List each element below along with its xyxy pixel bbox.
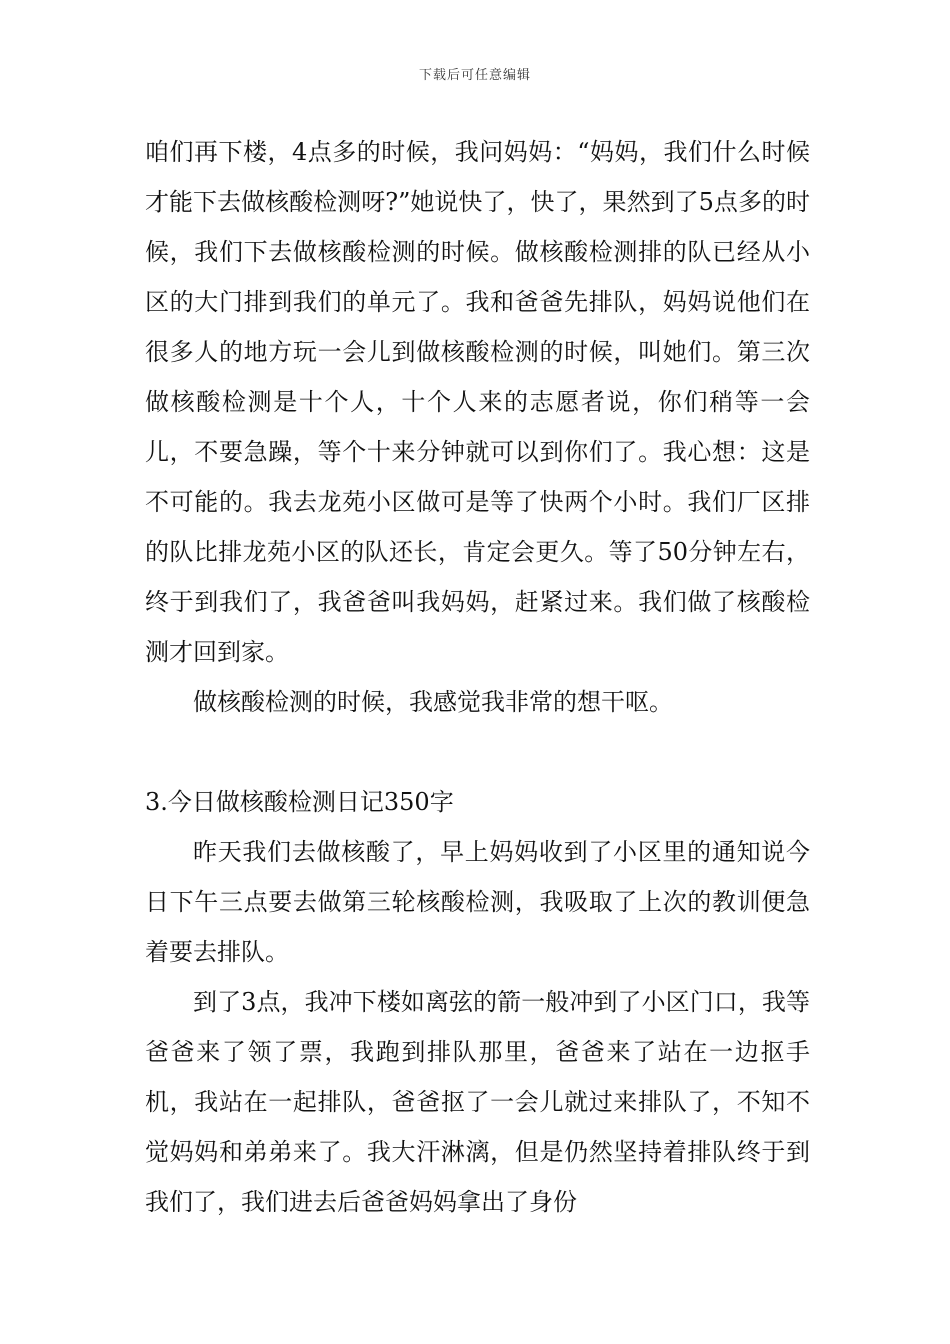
section-paragraph-2: 到了3点，我冲下楼如离弦的箭一般冲到了小区门口，我等爸爸来了领了票，我跑到排队那里，爸爸来了站在一边抠手机，我站在一起排队，爸爸抠了一会儿就过来排队了，不知不觉妈妈和弟弟来了。我大汗淋漓，但是仍然坚持着排队终于到我们了，我们进去后爸爸妈妈拿出了身份	[145, 988, 810, 1216]
page-header-note: 下载后可任意编辑	[418, 68, 531, 83]
document-body	[145, 127, 810, 1227]
section-paragraph-1: 昨天我们去做核酸了，早上妈妈收到了小区里的通知说今日下午三点要去做第三轮核酸检测，我吸取了上次的教训便急着要去排队。	[145, 838, 810, 966]
section-title: 3.今日做核酸检测日记350字	[145, 788, 454, 816]
paragraph-feeling: 做核酸检测的时候，我感觉我非常的想干呕。	[193, 688, 673, 716]
paragraph-continuation: 咱们再下楼，4点多的时候，我问妈妈：“妈妈，我们什么时候才能下去做核酸检测呀?”她说快了，快了，果然到了5点多的时候，我们下去做核酸检测的时候。做核酸检测排的队已经从小区的大门排到我们的单元了。我和爸爸先排队，妈妈说他们在很多人的地方玩一会儿到做核酸检测的时候，叫她们。第三次做核酸检测是十个人，十个人来的志愿者说，你们稍等一会儿，不要急躁，等个十来分钟就可以到你们了。我心想：这是不可能的。我去龙苑小区做可是等了快两个小时。我们厂区排的队比排龙苑小区的队还长，肯定会更久。等了50分钟左右，终于到我们了，我爸爸叫我妈妈，赶紧过来。我们做了核酸检测才回到家。	[145, 138, 810, 666]
section-spacer	[145, 727, 810, 777]
